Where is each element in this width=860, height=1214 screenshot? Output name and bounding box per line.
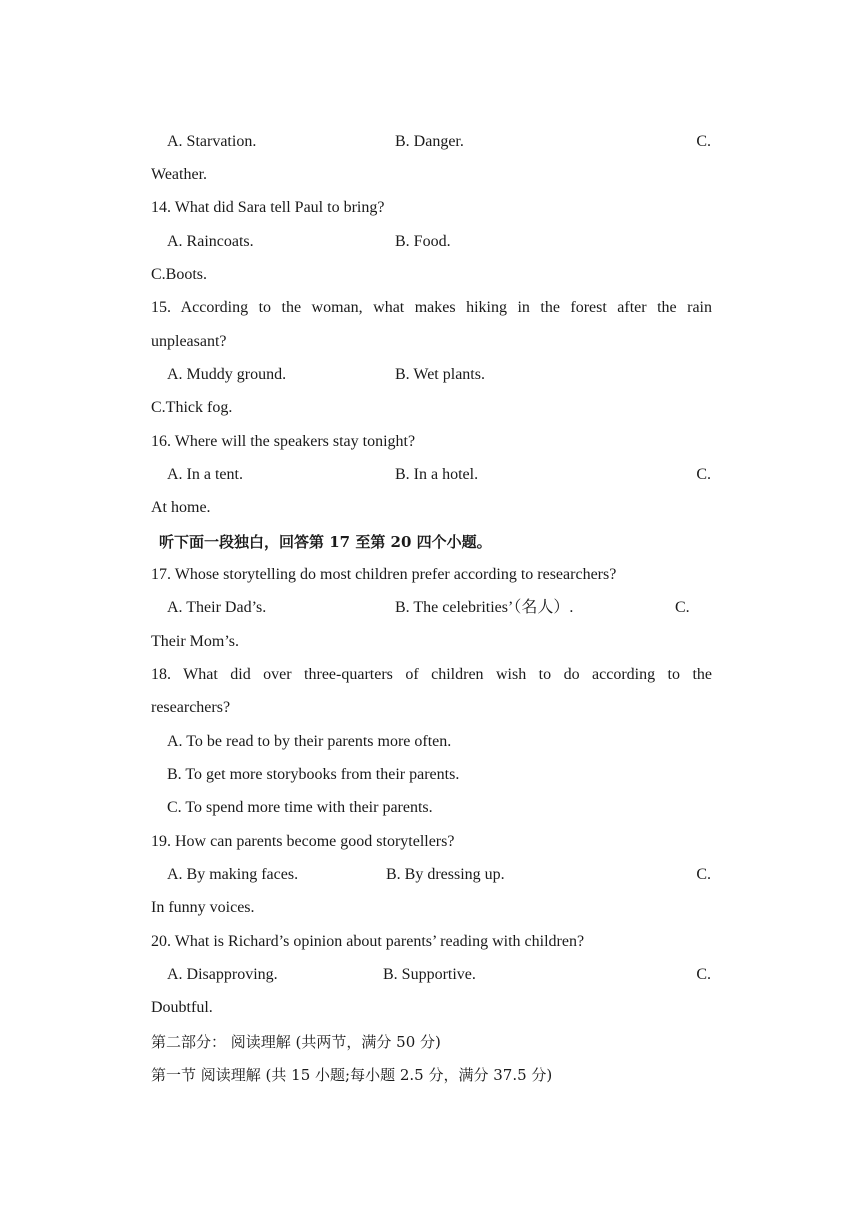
part2-title: 第二部分： 阅读理解 (共两节，满分 50 分) bbox=[151, 1033, 441, 1051]
q19-stem: 19. How can parents become good storytellers? bbox=[151, 833, 455, 850]
q19-option-c-prefix: C. bbox=[696, 866, 711, 883]
q15-option-c: C.Thick fog. bbox=[151, 399, 233, 416]
q13-option-c-prefix: C. bbox=[696, 133, 711, 150]
q13-option-a: A. Starvation. bbox=[167, 133, 257, 150]
q18-option-a: A. To be read to by their parents more often. bbox=[167, 733, 452, 750]
q14-option-a: A. Raincoats. bbox=[167, 233, 254, 250]
q13-option-c-text: Weather. bbox=[151, 166, 208, 183]
q18-option-c: C. To spend more time with their parents. bbox=[167, 799, 433, 816]
q16-option-b: B. In a hotel. bbox=[395, 466, 479, 483]
q20-option-a: A. Disapproving. bbox=[167, 966, 278, 983]
part2-section1-title: 第一节 阅读理解 (共 15 小题;每小题 2.5 分，满分 37.5 分) bbox=[151, 1066, 553, 1084]
q15-stem-line2: unpleasant? bbox=[151, 333, 227, 350]
q17-option-a: A. Their Dad’s. bbox=[167, 599, 267, 616]
q14-stem: 14. What did Sara tell Paul to bring? bbox=[151, 199, 385, 216]
q19-option-c-text: In funny voices. bbox=[151, 899, 255, 916]
q16-option-c-prefix: C. bbox=[696, 466, 711, 483]
q17-option-c-prefix: C. bbox=[675, 599, 690, 616]
q15-option-b: B. Wet plants. bbox=[395, 366, 485, 383]
q14-option-c: C.Boots. bbox=[151, 266, 208, 283]
q17-option-c-text: Their Mom’s. bbox=[151, 633, 239, 650]
q15-stem-line1: 15. According to the woman, what makes hiking in the forest after the rain bbox=[151, 299, 712, 316]
q20-stem: 20. What is Richard’s opinion about parents’ reading with children? bbox=[151, 933, 585, 950]
q20-option-b: B. Supportive. bbox=[383, 966, 476, 983]
q16-stem: 16. Where will the speakers stay tonight? bbox=[151, 433, 416, 450]
q17-option-b: B. The celebrities’（名人）. bbox=[395, 599, 574, 616]
q19-option-a: A. By making faces. bbox=[167, 866, 299, 883]
q18-option-b: B. To get more storybooks from their parents. bbox=[167, 766, 460, 783]
q19-option-b: B. By dressing up. bbox=[386, 866, 505, 883]
q18-stem-line2: researchers? bbox=[151, 699, 231, 716]
q16-option-c-text: At home. bbox=[151, 499, 211, 516]
q20-option-c-text: Doubtful. bbox=[151, 999, 213, 1016]
listening-instruction: 听下面一段独白，回答第 17 至第 20 四个小题。 bbox=[159, 533, 492, 551]
q14-option-b: B. Food. bbox=[395, 233, 451, 250]
q15-option-a: A. Muddy ground. bbox=[167, 366, 287, 383]
q16-option-a: A. In a tent. bbox=[167, 466, 243, 483]
q18-stem-line1: 18. What did over three-quarters of children wish to do according to the bbox=[151, 666, 712, 683]
q17-stem: 17. Whose storytelling do most children prefer according to researchers? bbox=[151, 566, 617, 583]
q13-option-b: B. Danger. bbox=[395, 133, 464, 150]
q20-option-c-prefix: C. bbox=[696, 966, 711, 983]
